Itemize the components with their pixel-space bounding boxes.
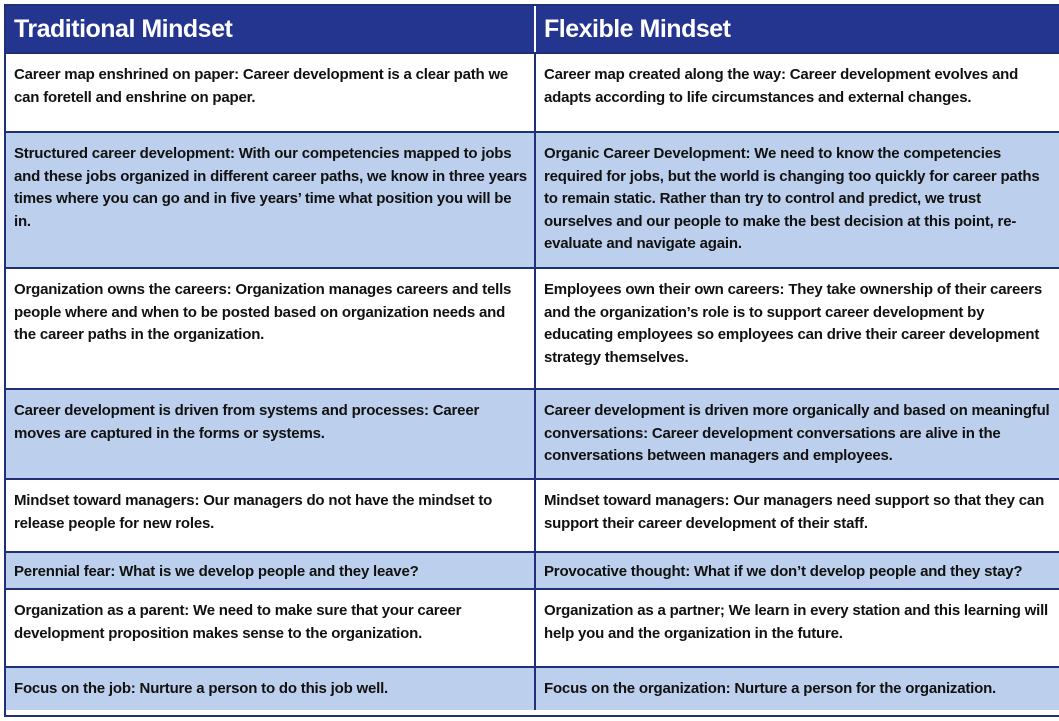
table-row bbox=[6, 479, 1059, 552]
header-flexible-mindset: Flexible Mindset bbox=[535, 6, 1059, 53]
flexible-cell: Organic Career Development: We need to know the competencies required for jobs, but the world is changing too quickly for career paths to remain static. Rather than try to control and predict, we trust ourselves and our people to make the best decision at this point, re-evaluate and navigate again. bbox=[535, 132, 1059, 268]
header-row bbox=[6, 6, 1059, 53]
table-row bbox=[6, 53, 1059, 132]
table-row bbox=[6, 268, 1059, 389]
traditional-cell: Mindset toward managers: Our managers do not have the mindset to release people for new roles. bbox=[6, 479, 535, 552]
traditional-cell: Structured career development: With our competencies mapped to jobs and these jobs organized in different career paths, we know in three years times where you can go and in five years’ time what position you will be in. bbox=[6, 132, 535, 268]
table-row bbox=[6, 552, 1059, 589]
table-row bbox=[6, 589, 1059, 667]
mindset-comparison-table bbox=[6, 6, 1059, 710]
comparison-table-frame bbox=[4, 4, 1059, 717]
traditional-cell: Career map enshrined on paper: Career development is a clear path we can foretell and enshrine on paper. bbox=[6, 53, 535, 132]
table-row bbox=[6, 132, 1059, 268]
flexible-cell: Provocative thought: What if we don’t develop people and they stay? bbox=[535, 552, 1059, 589]
flexible-cell: Career map created along the way: Career development evolves and adapts according to life circumstances and external changes. bbox=[535, 53, 1059, 132]
flexible-cell: Focus on the organization: Nurture a person for the organization. bbox=[535, 667, 1059, 710]
flexible-cell: Career development is driven more organically and based on meaningful conversations: Career development conversations are alive in the conversations between managers and employees. bbox=[535, 389, 1059, 479]
flexible-cell: Organization as a partner; We learn in every station and this learning will help you and the organization in the future. bbox=[535, 589, 1059, 667]
header-traditional-mindset: Traditional Mindset bbox=[6, 6, 535, 53]
traditional-cell: Focus on the job: Nurture a person to do this job well. bbox=[6, 667, 535, 710]
flexible-cell: Mindset toward managers: Our managers need support so that they can support their career development of their staff. bbox=[535, 479, 1059, 552]
flexible-cell: Employees own their own careers: They take ownership of their careers and the organization’s role is to support career development by educating employees so employees can drive their career development strategy themselves. bbox=[535, 268, 1059, 389]
traditional-cell: Organization as a parent: We need to make sure that your career development proposition makes sense to the organization. bbox=[6, 589, 535, 667]
traditional-cell: Organization owns the careers: Organization manages careers and tells people where and when to be posted based on organization needs and the career paths in the organization. bbox=[6, 268, 535, 389]
table-row bbox=[6, 667, 1059, 710]
traditional-cell: Perennial fear: What is we develop people and they leave? bbox=[6, 552, 535, 589]
traditional-cell: Career development is driven from systems and processes: Career moves are captured in the forms or systems. bbox=[6, 389, 535, 479]
table-row bbox=[6, 389, 1059, 479]
